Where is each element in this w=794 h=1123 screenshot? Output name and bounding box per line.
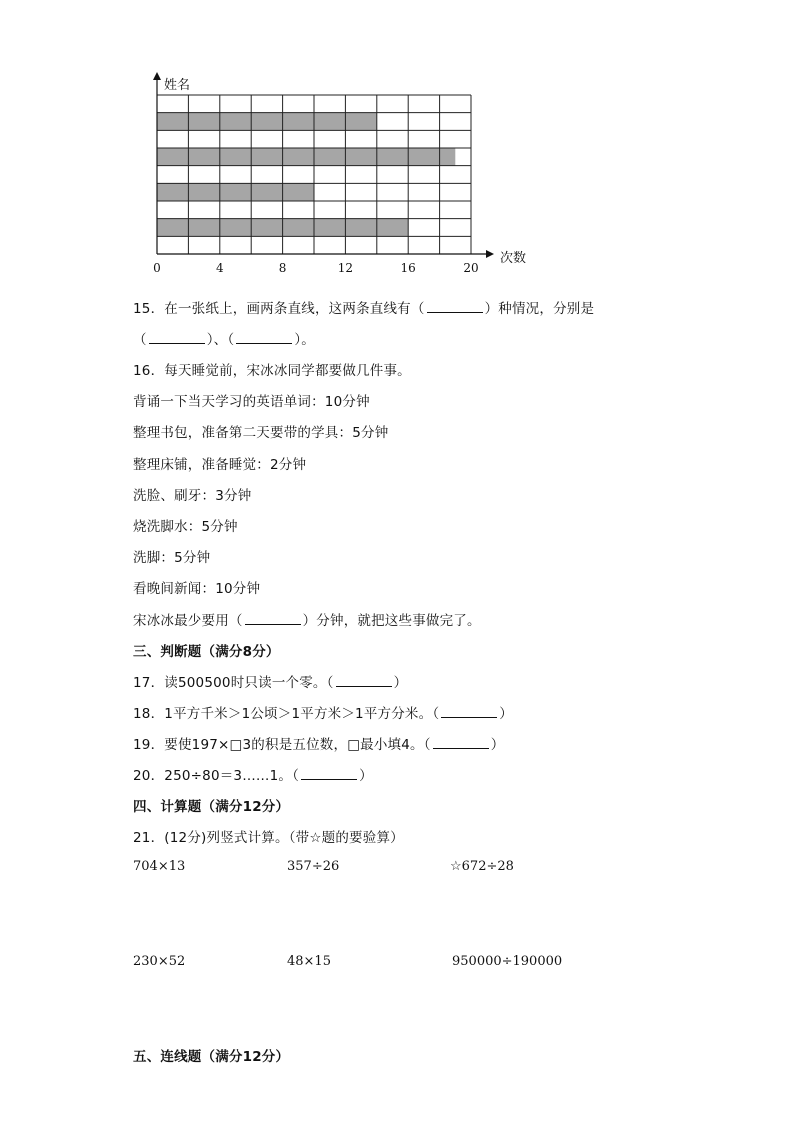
judge-item-19 — [133, 733, 504, 753]
y-axis-arrow — [153, 72, 161, 80]
q16-task: 看晚间新闻：10分钟 — [133, 581, 261, 597]
question-15-line-2 — [133, 328, 315, 348]
question-16-intro: 16．每天睡觉前，宋冰冰同学都要做几件事。 — [133, 363, 411, 379]
judge-text-end: ） — [359, 768, 373, 784]
y-axis-label: 姓名 — [164, 78, 191, 93]
section-4-title: 四、计算题（满分12分） — [133, 799, 290, 815]
q16-task: 洗脚：5分钟 — [133, 550, 211, 566]
question-15-line-1 — [133, 297, 594, 317]
judge-text: 17．读500500时只读一个零。（ — [133, 675, 334, 691]
judge-blank[interactable] — [441, 705, 497, 718]
q16-task: 整理床铺，准备睡觉：2分钟 — [133, 457, 307, 473]
q16-blank[interactable] — [245, 612, 301, 625]
judge-text-end: ） — [490, 737, 505, 753]
calc-problem: ☆672÷28 — [450, 859, 514, 874]
q16-question-b: ）分钟，就把这些事做完了。 — [302, 613, 481, 629]
q15-blank-3[interactable] — [236, 331, 292, 344]
section-3-title: 三、判断题（满分8分） — [133, 644, 280, 660]
x-tick-label: 16 — [400, 261, 416, 275]
x-tick-label: 0 — [153, 261, 161, 275]
judge-text-end: ） — [393, 675, 408, 691]
x-tick-label: 20 — [463, 261, 479, 275]
judge-item-20 — [133, 764, 373, 784]
judge-blank[interactable] — [433, 736, 489, 749]
q15-text-b: ）种情况，分别是 — [484, 301, 595, 317]
judge-text: 19．要使197×□3的积是五位数，□最小填4。（ — [133, 737, 431, 753]
q16-task: 整理书包，准备第二天要带的学具：5分钟 — [133, 425, 389, 441]
judge-blank[interactable] — [336, 674, 392, 687]
q15-text-a: 15．在一张纸上，画两条直线，这两条直线有（ — [133, 301, 425, 317]
q15-text-c: （ — [133, 332, 147, 348]
q15-text-e: ）。 — [294, 332, 315, 348]
judge-text-end: ） — [499, 706, 513, 722]
calc-problem: 230×52 — [133, 954, 186, 969]
judge-item-17 — [133, 671, 407, 691]
x-axis-arrow — [486, 250, 494, 258]
section-5-title: 五、连线题（满分12分） — [133, 1049, 290, 1065]
calc-problem: 950000÷190000 — [452, 954, 563, 969]
q15-blank-2[interactable] — [149, 331, 205, 344]
judge-text: 18．1平方千米＞1公顷＞1平方米＞1平方分米。（ — [133, 706, 440, 722]
x-tick-label: 12 — [337, 261, 354, 275]
q15-text-d: ）、（ — [206, 332, 235, 348]
calc-problem: 48×15 — [287, 954, 331, 969]
calc-problem: 357÷26 — [287, 859, 340, 874]
x-axis-label: 次数 — [500, 251, 527, 266]
q16-task: 洗脸、刷牙：3分钟 — [133, 488, 252, 504]
question-21: 21．(12分)列竖式计算。（带☆题的要验算） — [133, 830, 404, 846]
q16-task: 烧洗脚水：5分钟 — [133, 519, 238, 535]
q16-question-a: 宋冰冰最少要用（ — [133, 613, 243, 629]
q15-blank-1[interactable] — [427, 300, 483, 313]
judge-blank[interactable] — [301, 767, 357, 780]
bar — [157, 148, 455, 166]
bar — [157, 183, 314, 201]
calc-problem: 704×13 — [133, 859, 186, 874]
x-tick-label: 4 — [215, 261, 224, 275]
bar — [157, 113, 377, 131]
judge-item-18 — [133, 702, 513, 722]
bar-chart-svg — [140, 64, 540, 279]
bar-chart — [140, 64, 540, 279]
q16-task: 背诵一下当天学习的英语单词：10分钟 — [133, 394, 370, 410]
judge-text: 20．250÷80＝3……1。（ — [133, 768, 300, 784]
x-tick-label: 8 — [278, 261, 287, 275]
question-16-question — [133, 609, 481, 629]
